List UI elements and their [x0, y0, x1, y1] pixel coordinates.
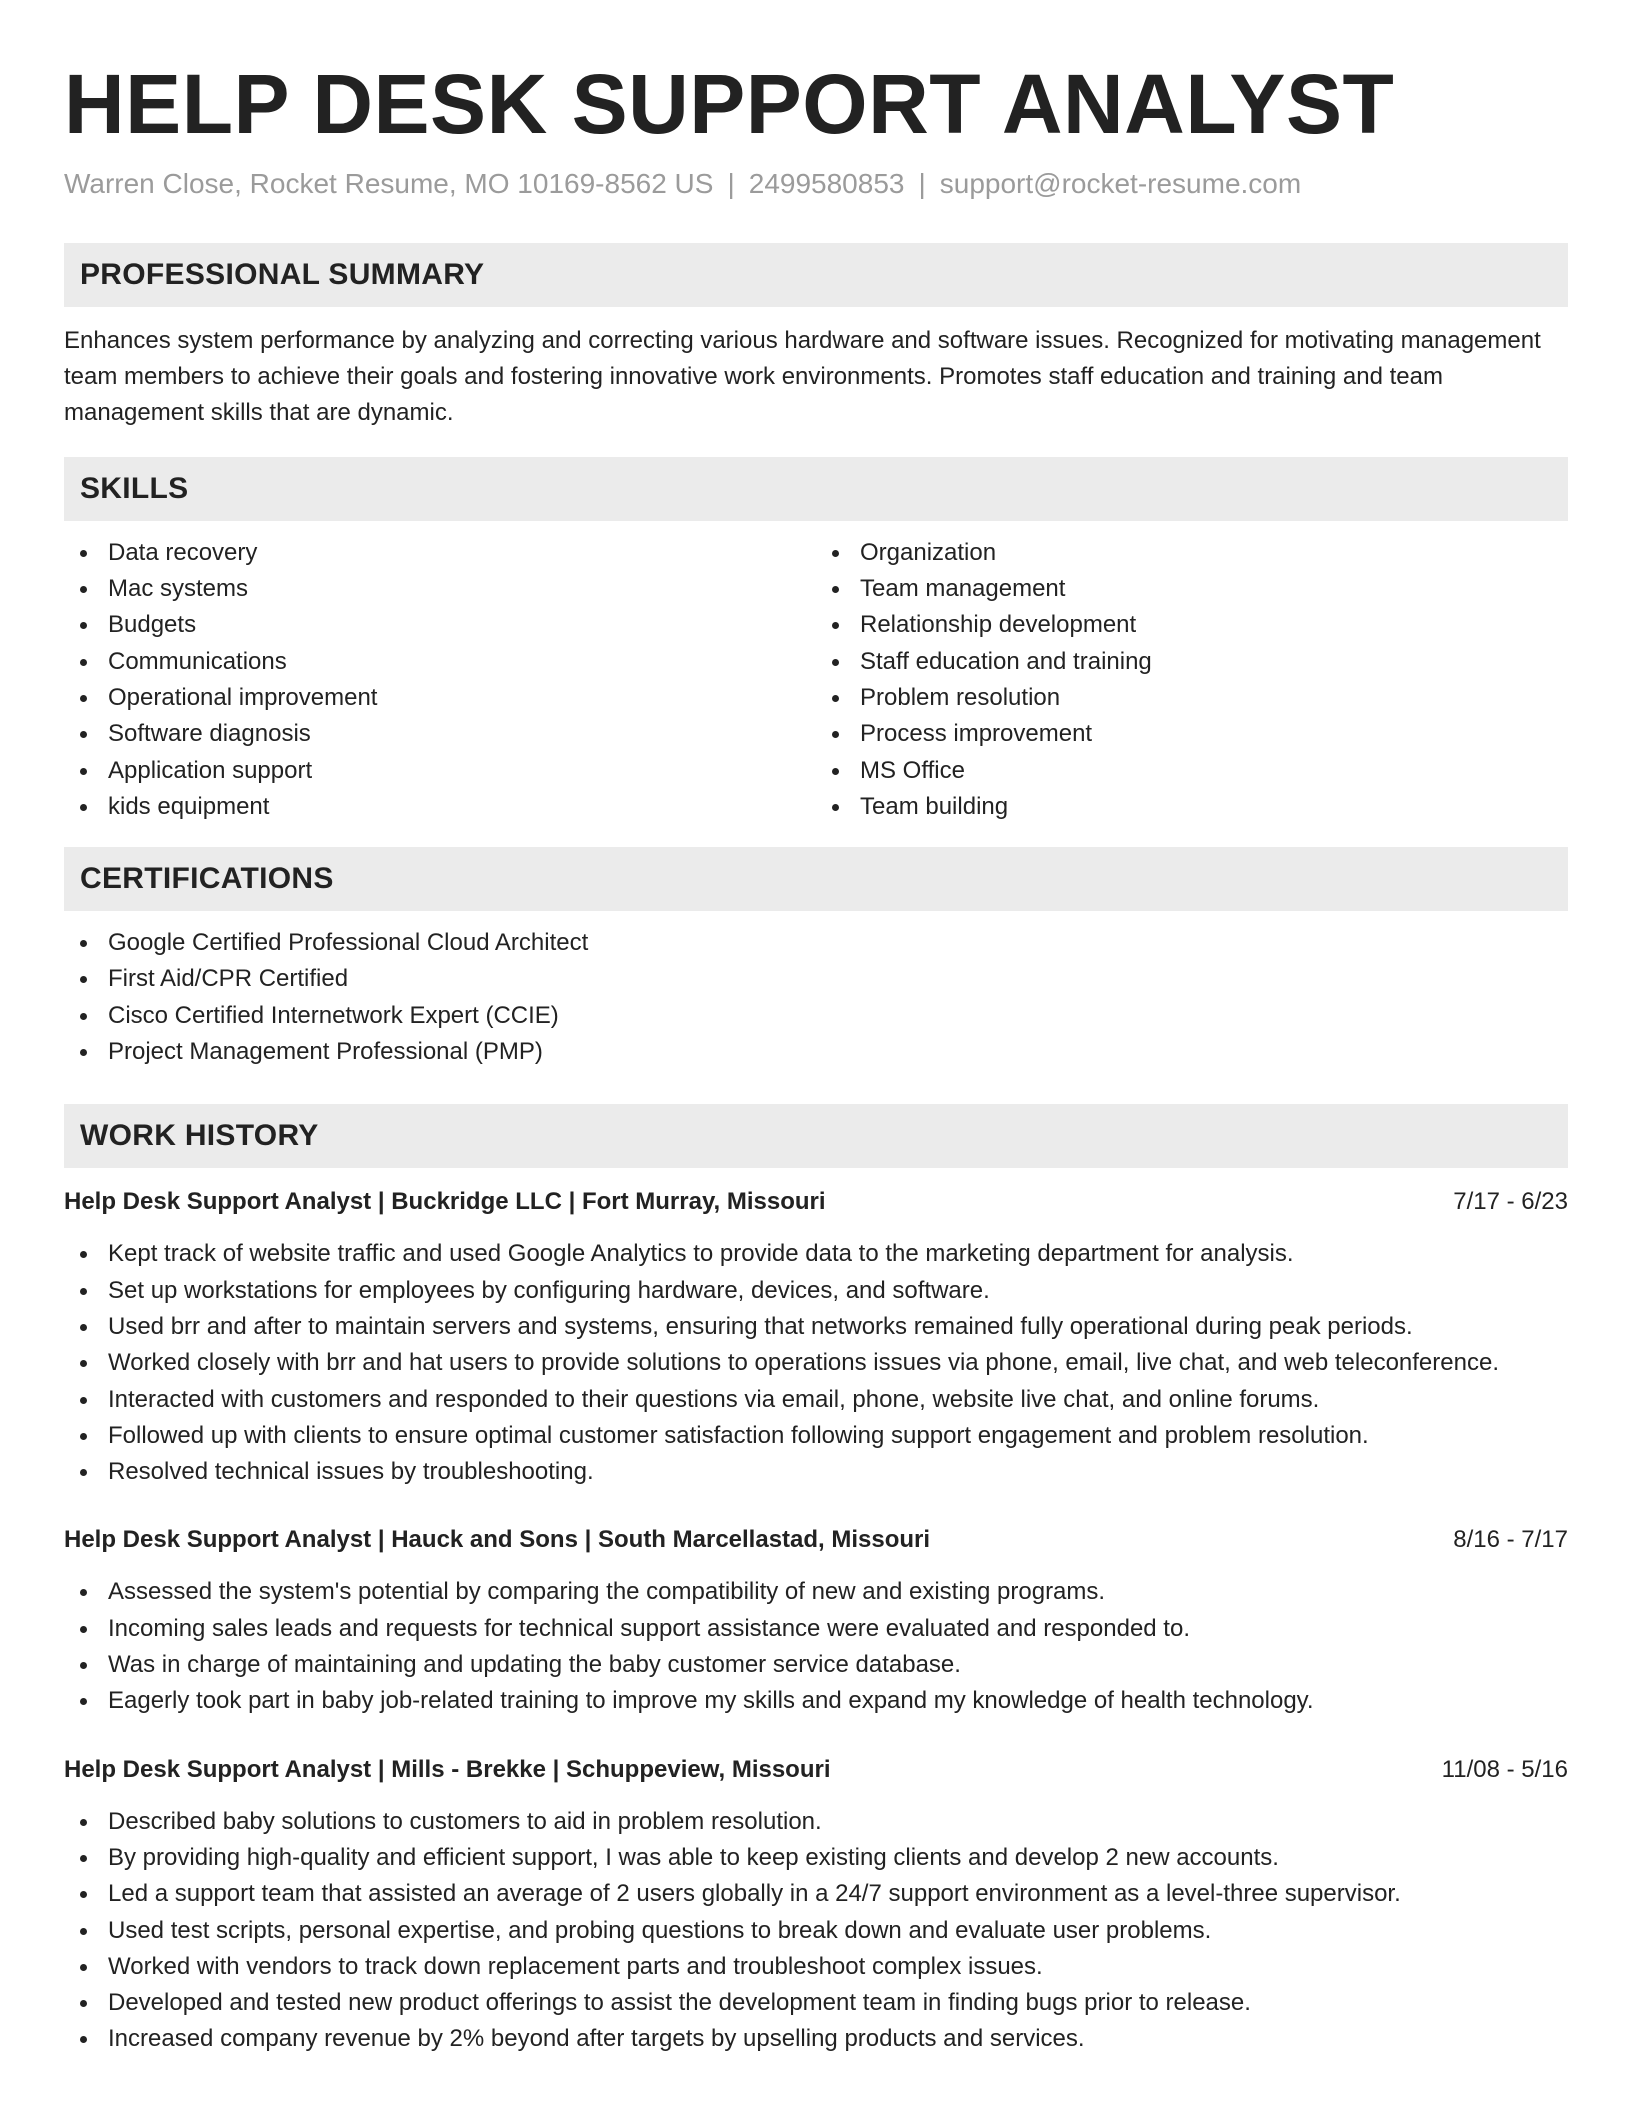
certifications-list [64, 925, 1568, 1070]
summary-heading: PROFESSIONAL SUMMARY [80, 257, 485, 291]
skills-heading: SKILLS [80, 471, 189, 505]
list-item: Assessed the system's potential by comparing the compatibility of new and existing programs. [64, 1574, 1568, 1610]
certifications-section-header [64, 847, 1568, 911]
list-item: Worked closely with brr and hat users to provide solutions to operations issues via phone, email, live chat, and web teleconference. [64, 1345, 1568, 1381]
work-heading: WORK HISTORY [80, 1119, 319, 1153]
job-bullets [64, 1574, 1568, 1719]
list-item: Developed and tested new product offerings to assist the development team in finding bugs prior to release. [64, 1985, 1568, 2021]
work-section-header [64, 1104, 1568, 1168]
summary-section-header [64, 243, 1568, 307]
list-item: Cisco Certified Internetwork Expert (CCIE) [64, 998, 1568, 1034]
list-item: Worked with vendors to track down replacement parts and troubleshoot complex issues. [64, 1949, 1568, 1985]
contact-separator: | [918, 168, 926, 200]
list-item: Set up workstations for employees by configuring hardware, devices, and software. [64, 1273, 1568, 1309]
list-item: Relationship development [816, 607, 1568, 643]
list-item: Used test scripts, personal expertise, and probing questions to break down and evaluate user problems. [64, 1913, 1568, 1949]
list-item: Operational improvement [64, 680, 816, 716]
job-title: Help Desk Support Analyst | Mills - Brekke | Schuppeview, Missouri [64, 1755, 831, 1783]
list-item: Described baby solutions to customers to aid in problem resolution. [64, 1804, 1568, 1840]
list-item: Data recovery [64, 535, 816, 571]
job-header [64, 1184, 1568, 1220]
list-item: Communications [64, 644, 816, 680]
list-item: Kept track of website traffic and used Google Analytics to provide data to the marketing department for analysis. [64, 1236, 1568, 1272]
list-item: Budgets [64, 607, 816, 643]
list-item: Google Certified Professional Cloud Architect [64, 925, 1568, 961]
skills-list [64, 535, 1568, 825]
job-title: Help Desk Support Analyst | Buckridge LLC | Fort Murray, Missouri [64, 1188, 826, 1216]
list-item: Used brr and after to maintain servers and systems, ensuring that networks remained fully operational during peak periods. [64, 1309, 1568, 1345]
list-item: Followed up with clients to ensure optimal customer satisfaction following support engagement and problem resolution. [64, 1418, 1568, 1454]
list-item: kids equipment [64, 789, 816, 825]
list-item: Team management [816, 571, 1568, 607]
list-item: Project Management Professional (PMP) [64, 1034, 1568, 1070]
contact-line [64, 166, 1568, 202]
list-item: First Aid/CPR Certified [64, 961, 1568, 997]
list-item: MS Office [816, 753, 1568, 789]
contact-address: Warren Close, Rocket Resume, MO 10169-8562 US [64, 168, 714, 200]
job-header [64, 1522, 1568, 1558]
skills-column-left [64, 535, 816, 825]
contact-email: support@rocket-resume.com [939, 168, 1302, 200]
job-header [64, 1752, 1568, 1788]
list-item: Resolved technical issues by troubleshooting. [64, 1454, 1568, 1490]
contact-separator: | [727, 168, 735, 200]
list-item: Led a support team that assisted an average of 2 users globally in a 24/7 support environment as a level-three supervisor. [64, 1876, 1568, 1912]
certifications-heading: CERTIFICATIONS [80, 862, 334, 896]
list-item: Problem resolution [816, 680, 1568, 716]
job-entry [64, 1184, 1568, 1490]
job-dates: 11/08 - 5/16 [1441, 1755, 1568, 1783]
job-entry [64, 1752, 1568, 2058]
list-item: By providing high-quality and efficient support, I was able to keep existing clients and develop 2 new accounts. [64, 1840, 1568, 1876]
job-bullets [64, 1236, 1568, 1490]
contact-phone: 2499580853 [748, 168, 905, 200]
job-title: Help Desk Support Analyst | Hauck and Sons | South Marcellastad, Missouri [64, 1526, 931, 1554]
list-item: Was in charge of maintaining and updating the baby customer service database. [64, 1647, 1568, 1683]
candidate-title: HELP DESK SUPPORT ANALYST [64, 57, 1395, 151]
list-item: Staff education and training [816, 644, 1568, 680]
list-item: Eagerly took part in baby job-related training to improve my skills and expand my knowledge of health technology. [64, 1683, 1568, 1719]
list-item: Process improvement [816, 716, 1568, 752]
list-item: Organization [816, 535, 1568, 571]
work-history-list [64, 1184, 1568, 2057]
job-bullets [64, 1804, 1568, 2058]
list-item: Interacted with customers and responded to their questions via email, phone, website live chat, and online forums. [64, 1382, 1568, 1418]
list-item: Team building [816, 789, 1568, 825]
job-dates: 8/16 - 7/17 [1453, 1526, 1568, 1554]
skills-section-header [64, 457, 1568, 521]
summary-text: Enhances system performance by analyzing and correcting various hardware and software issues. Recognized for motivating management team members to achieve their goals and fostering innovative work environments. Promotes staff education and training and team management skills that are dynamic. [64, 326, 1541, 426]
list-item: Application support [64, 753, 816, 789]
job-entry [64, 1522, 1568, 1719]
job-dates: 7/17 - 6/23 [1453, 1188, 1568, 1216]
list-item: Mac systems [64, 571, 816, 607]
list-item: Incoming sales leads and requests for technical support assistance were evaluated and responded to. [64, 1611, 1568, 1647]
list-item: Software diagnosis [64, 716, 816, 752]
list-item: Increased company revenue by 2% beyond after targets by upselling products and services. [64, 2021, 1568, 2057]
skills-column-right [816, 535, 1568, 825]
